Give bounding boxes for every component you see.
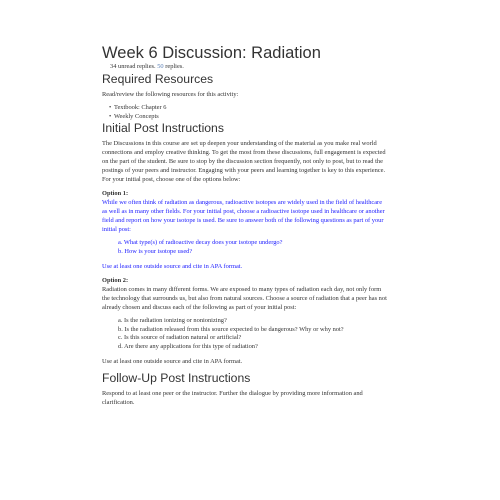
option1-question: b. How is your isotope used? [118, 247, 193, 255]
resource-item: • Textbook: Chapter 6 [102, 104, 387, 113]
resource-item: • Weekly Concepts [102, 113, 387, 122]
unread-count[interactable]: 34 [110, 63, 117, 70]
reply-counts [110, 63, 387, 71]
page-title: Week 6 Discussion: Radiation [102, 44, 321, 62]
option2-question: c. Is this source of radiation natural or artificial? [118, 334, 242, 341]
option2-question: b. Is the radiation released from this source expected to be dangerous? Why or why not? [118, 325, 344, 333]
unread-label[interactable]: unread replies. [118, 63, 156, 70]
resources-list [102, 104, 387, 121]
total-count: 50 [157, 63, 164, 70]
option1-questions [102, 239, 387, 256]
option1-question: a. What type(s) of radioactive decay does your isotope undergo? [118, 239, 283, 246]
follow-up-text: Respond to at least one peer or the instructor. Further the dialogue by providing more information and clarification. [102, 390, 363, 406]
option2-question: d. Are there any applications for this type of radiation? [118, 342, 258, 350]
option1-label: Option 1: [102, 190, 129, 197]
option2-label: Option 2: [102, 277, 129, 284]
option2-questions [102, 317, 387, 351]
total-label: replies. [165, 63, 184, 70]
option2-source: Use at least one outside source and cite in APA format. [102, 358, 243, 365]
follow-up-heading: Follow-Up Post Instructions [102, 371, 251, 385]
option2-text: Radiation comes in many different forms. We are exposed to many types of radiation each day, not only form the technology that surrounds us, but also from natural sources. Choose a source of radiation that a peer has not already chosen and discuss each of the following as part of your initial post: [102, 286, 387, 311]
resources-intro: Read/review the following resources for this activity: [102, 91, 239, 98]
initial-post-heading: Initial Post Instructions [102, 121, 224, 135]
option1-source: Use at least one outside source and cite in APA format. [102, 263, 243, 270]
option2-question: a. Is the radiation ionizing or nonionizing? [118, 317, 227, 324]
initial-post-intro: The Discussions in this course are set up deepen your understanding of the material as you make real world connections and employ creative thinking. To get the most from these discussions, full engagement is expected on the part of the student. Be sure to stop by the discussion section frequently, not only to post, but to read the postings of your peers and instructor. Engaging with your peers and learning together is key to this experience. For your initial post, choose one of the options below: [102, 140, 386, 183]
option1-text: While we often think of radiation as dangerous, radioactive isotopes are widely used in the field of healthcare as well as in many other fields. For your initial post, choose a radioactive isotope used in healthcare or another field and report on how your isotope is used. Be sure to answer both of the following questions as part of your initial post: [102, 199, 385, 233]
required-resources-heading: Required Resources [102, 72, 214, 86]
discussion-page [102, 44, 387, 407]
